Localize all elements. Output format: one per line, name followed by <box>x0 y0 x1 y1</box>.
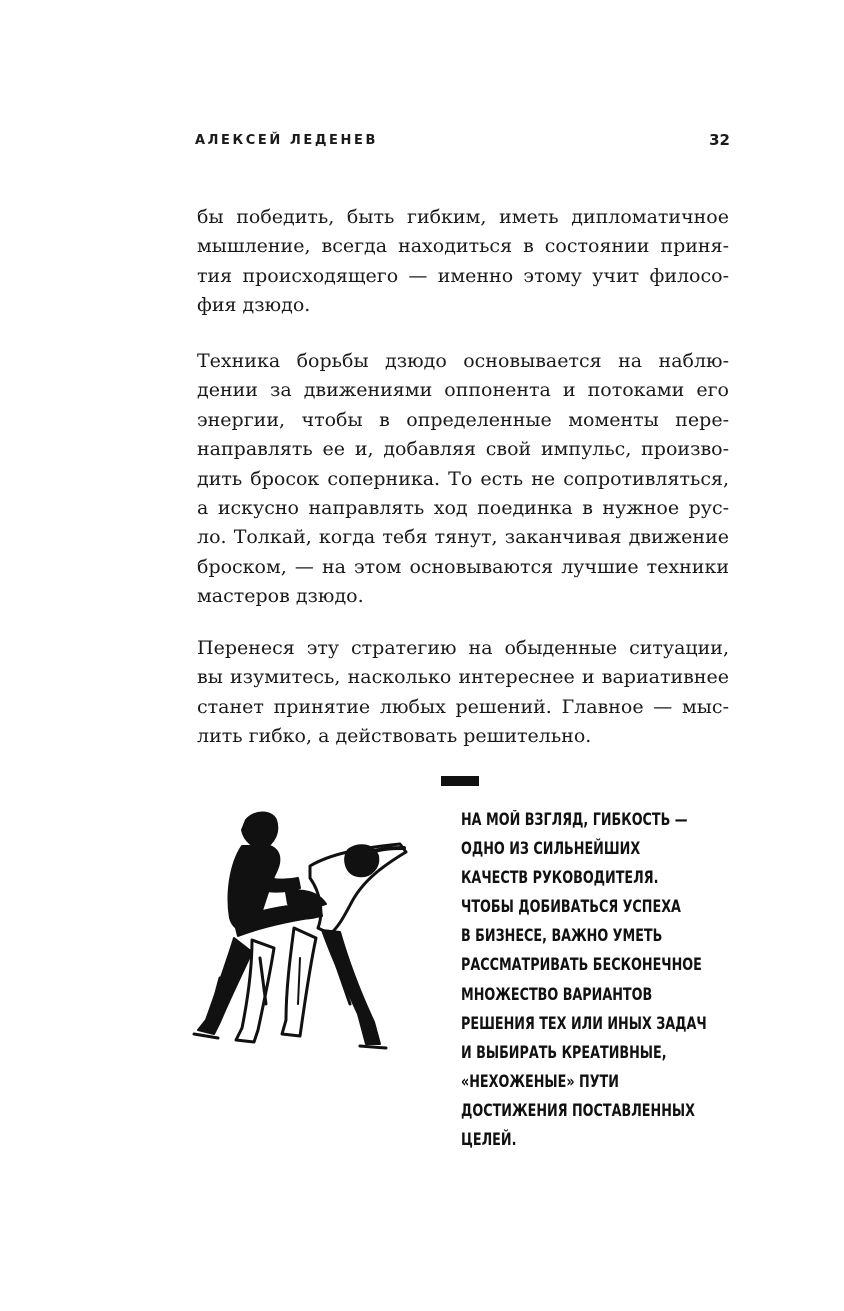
text-line: дении за движениями оппонента и потоками его <box>197 379 729 402</box>
text-line: ло. Толкай, когда тебя тянут, заканчивая движение <box>197 526 729 549</box>
text-line: фия дзюдо. <box>197 294 311 317</box>
pullquote-line: ЧТОБЫ ДОБИВАТЬСЯ УСПЕХА <box>461 897 681 917</box>
pullquote-line: ОДНО ИЗ СИЛЬНЕЙШИХ <box>461 839 641 859</box>
pullquote-marker-bar <box>441 776 479 786</box>
pullquote-line: ЦЕЛЕЙ. <box>461 1130 517 1150</box>
pullquote-line: КАЧЕСТВ РУКОВОДИТЕЛЯ. <box>461 868 659 888</box>
text-line: станет принятие любых решений. Главное — мыс- <box>197 695 729 718</box>
pullquote <box>461 805 707 1154</box>
text-line: броском, — на этом основываются лучшие техники <box>197 555 729 578</box>
text-line: а искусно направлять ход поединка в нужное рус- <box>197 497 729 520</box>
pullquote-line: РАССМАТРИВАТЬ БЕСКОНЕЧНОЕ <box>461 955 702 975</box>
ink-stroke <box>260 958 266 1004</box>
fighter-right-leg-rear <box>322 930 380 1044</box>
text-line: дить бросок соперника. То есть не сопротивляться, <box>197 467 729 490</box>
pullquote-line: РЕШЕНИЯ ТЕХ ИЛИ ИНЫХ ЗАДАЧ <box>461 1013 707 1033</box>
pullquote-line: И ВЫБИРАТЬ КРЕАТИВНЫЕ, <box>461 1042 667 1062</box>
text-line: энергии, чтобы в определенные моменты пере- <box>197 408 729 431</box>
text-line: Перенеся эту стратегию на обыденные ситуации, <box>197 637 729 659</box>
text-line: мастеров дзюдо. <box>197 585 364 608</box>
pullquote-line: «НЕХОЖЕНЫЕ» ПУТИ <box>461 1071 619 1091</box>
ground-stroke <box>360 1046 386 1048</box>
paragraph-2 <box>197 347 729 612</box>
fighter-left-head <box>242 813 277 849</box>
text-line: бы победить, быть гибким, иметь дипломатичное <box>197 206 729 228</box>
text-line: направлять ее и, добавляя свой импульс, произво- <box>197 438 729 461</box>
grip-shadow <box>286 891 326 908</box>
paragraph-1 <box>197 203 729 321</box>
ink-stroke <box>298 958 300 1004</box>
text-line: Техника борьбы дзюдо основывается на наблю- <box>197 350 729 372</box>
text-line: лить гибко, а действовать решительно. <box>197 725 592 748</box>
pullquote-line: НА МОЙ ВЗГЛЯД, ГИБКОСТЬ — <box>461 810 688 829</box>
page-number: 32 <box>709 131 730 149</box>
pullquote-line: В БИЗНЕСЕ, ВАЖНО УМЕТЬ <box>461 926 663 946</box>
text-line: тия происходящего — именно этому учит филосо- <box>197 264 729 287</box>
text-line: вы изумитесь, насколько интереснее и вариативнее <box>197 666 729 689</box>
judo-fighters-illustration <box>190 808 420 1056</box>
paragraph-3 <box>197 634 729 752</box>
pullquote-line: МНОЖЕСТВО ВАРИАНТОВ <box>461 984 653 1004</box>
running-head-author: АЛЕКСЕЙ ЛЕДЕНЕВ <box>195 133 378 148</box>
text-line: мышление, всегда находиться в состоянии приня- <box>197 235 729 258</box>
pullquote-line: ДОСТИЖЕНИЯ ПОСТАВЛЕННЫХ <box>461 1100 695 1120</box>
